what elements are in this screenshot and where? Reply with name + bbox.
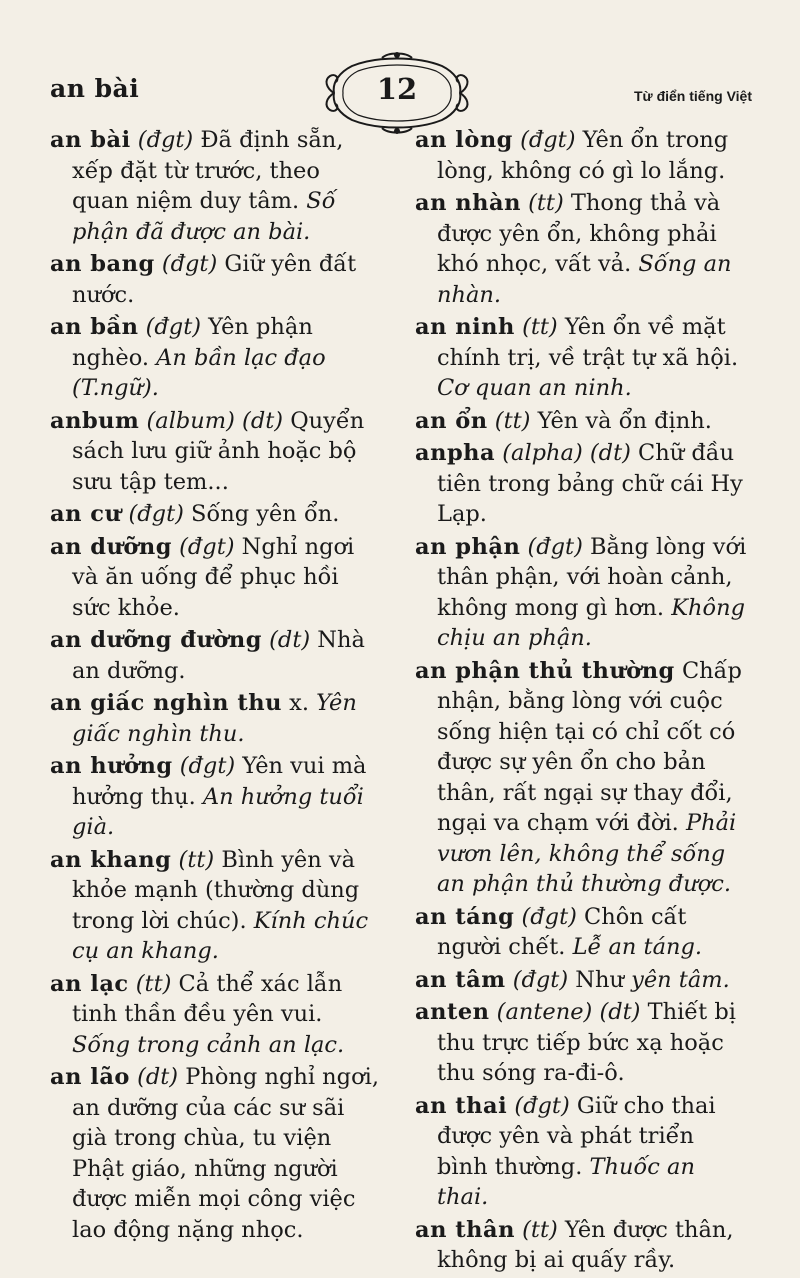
dictionary-entry [50,249,380,310]
headword: an dưỡng đường [50,627,262,653]
dictionary-entry [415,1091,750,1213]
part-of-speech: (đgt) [521,903,577,930]
part-of-speech: (đgt) [161,251,218,277]
right-column [415,125,750,1278]
headword: an bang [50,251,155,277]
example: Lễ an táng. [572,934,703,960]
part-of-speech: (tt) [178,846,215,873]
definition: Đã định sẵn, xếp đặt từ trước, theo quan niệm duy tâm. [72,127,344,214]
example: Yên giấc nghìn thu. [72,690,357,747]
part-of-speech: (đgt) [520,127,576,153]
dictionary-entry [415,997,750,1089]
example: Thuốc an thai. [437,1153,695,1210]
part-of-speech: (dt) [137,1064,179,1090]
part-of-speech: (tt) [522,1216,558,1243]
headword: anpha [415,440,496,466]
headword: an táng [415,903,515,930]
dictionary-entry [415,656,750,900]
definition: Giữ cho thai được yên và phát triển bình thường. [437,1092,716,1180]
headword: an khang [50,846,172,873]
example: Kính chúc cụ an khang. [72,907,369,964]
dictionary-entry [415,188,750,310]
dictionary-entry [415,438,750,530]
definition: Như [568,966,632,993]
definition: Yên và ổn định. [530,407,712,434]
example: Sống an nhàn. [437,251,732,308]
headword: an lòng [415,127,513,153]
part-of-speech: (tt) [135,970,172,997]
dictionary-entry [50,125,380,247]
part-of-speech: (đgt) [137,127,194,153]
dictionary-entry [415,125,750,186]
definition: Phòng nghỉ ngơi, an dưỡng của các sư sãi già trong chùa, tu viện Phật giáo, những người được miễn mọi công việc lao động nặng nhọc. [72,1064,379,1243]
definition: Thiết bị thu trực tiếp bức xạ hoặc thu sóng ra-đi-ô. [437,999,736,1086]
part-of-speech: (dt) [269,627,311,653]
dictionary-entry [50,499,380,530]
dictionary-entry [50,969,380,1061]
dictionary-entry [415,532,750,654]
dictionary-title: Từ điển tiếng Việt [633,88,752,104]
part-of-speech: (đgt) [179,753,236,779]
definition: Chôn cất người chết. [437,903,687,960]
headword: an phận [415,533,521,560]
definition: Sống yên ổn. [183,501,340,527]
definition: Yên được thân, không bị ai quấy rầy. [437,1216,734,1273]
headword: an giấc nghìn thu [50,690,282,716]
dictionary-entry [50,751,380,843]
dictionary-entry [415,902,750,963]
definition: Yên vui mà hưởng thụ. [72,753,367,810]
example: Số phận đã được an bài. [72,188,336,245]
headword: an bài [50,127,131,153]
part-of-speech: (đgt) [145,314,202,340]
part-of-speech: (tt) [494,407,531,434]
example: An bần lạc đạo (T.ngữ). [72,344,326,401]
definition: x. [289,690,317,716]
definition: Yên phận nghèo. [72,314,313,371]
page-number: 12 [376,72,418,106]
headword: an bần [50,314,139,340]
dictionary-entry [50,688,380,749]
definition: Chữ đầu tiên trong bảng chữ cái Hy Lạp. [437,440,743,527]
example: Sống trong cảnh an lạc. [72,1031,345,1058]
part-of-speech: (đgt) [514,1092,570,1119]
dictionary-entry [415,965,750,996]
definition: Nhà an dưỡng. [72,627,365,684]
dictionary-entry [50,532,380,624]
example: yên tâm. [631,966,730,993]
dictionary-entry [50,625,380,686]
definition: Giữ yên đất nước. [72,251,357,308]
definition: Quyển sách lưu giữ ảnh hoặc bộ sưu tập tem... [72,407,365,495]
page-header [0,0,800,120]
definition: Nghỉ ngơi và ăn uống để phục hồi sức khỏe. [72,533,355,621]
definition: Bằng lòng với thân phận, với hoàn cảnh, không mong gì hơn. [437,533,747,621]
part-of-speech: (alpha) (dt) [502,440,631,466]
headword: an ninh [415,314,515,340]
example: Cơ quan an ninh. [437,375,632,401]
left-column [50,125,380,1247]
definition: Thong thả và được yên ổn, không phải khó nhọc, vất vả. [437,190,721,277]
part-of-speech: (đgt) [179,533,235,560]
definition: Bình yên và khỏe mạnh (thường dùng trong lời chúc). [72,846,360,934]
headword: an thân [415,1216,515,1243]
definition: Chấp nhận, bằng lòng với cuộc sống hiện tại có chỉ cốt có được sự yên ổn cho bản thân, rất ngại sự thay đổi, ngại va chạm với đời. [437,657,742,836]
headword: an cư [50,501,122,527]
part-of-speech: (tt) [528,190,564,216]
example: Không chịu an phận. [437,594,745,651]
headword: an thai [415,1092,508,1119]
part-of-speech: (đgt) [527,533,583,560]
dictionary-entry [50,406,380,498]
part-of-speech: (đgt) [128,501,184,527]
dictionary-entry [50,312,380,404]
headword: an phận thủ thường [415,657,675,684]
part-of-speech: (đgt) [512,966,569,993]
example: Phải vươn lên, không thể sống an phận thủ thường được. [437,810,737,897]
headword: anten [415,999,490,1025]
definition: Yên ổn trong lòng, không có gì lo lắng. [437,127,729,184]
dictionary-entry [415,312,750,404]
headword: anbum [50,407,140,434]
part-of-speech: (tt) [522,314,558,340]
definition: Cả thể xác lẫn tinh thần đều yên vui. [72,970,343,1027]
part-of-speech: (antene) (dt) [496,999,641,1025]
guide-word: an bài [50,74,140,103]
definition: Yên ổn về mặt chính trị, về trật tự xã hội. [437,314,739,371]
dictionary-entry [415,1215,750,1276]
headword: an dưỡng [50,533,172,560]
headword: an lạc [50,970,129,997]
page-number-badge [322,52,472,134]
part-of-speech: (album) (dt) [146,407,284,434]
headword: an ổn [415,407,488,434]
example: An hưởng tuổi già. [72,783,364,840]
headword: an tâm [415,966,506,993]
headword: an lão [50,1064,130,1090]
headword: an hưởng [50,753,173,779]
headword: an nhàn [415,190,521,216]
dictionary-entry [415,406,750,437]
dictionary-entry [50,845,380,967]
dictionary-entry [50,1062,380,1245]
